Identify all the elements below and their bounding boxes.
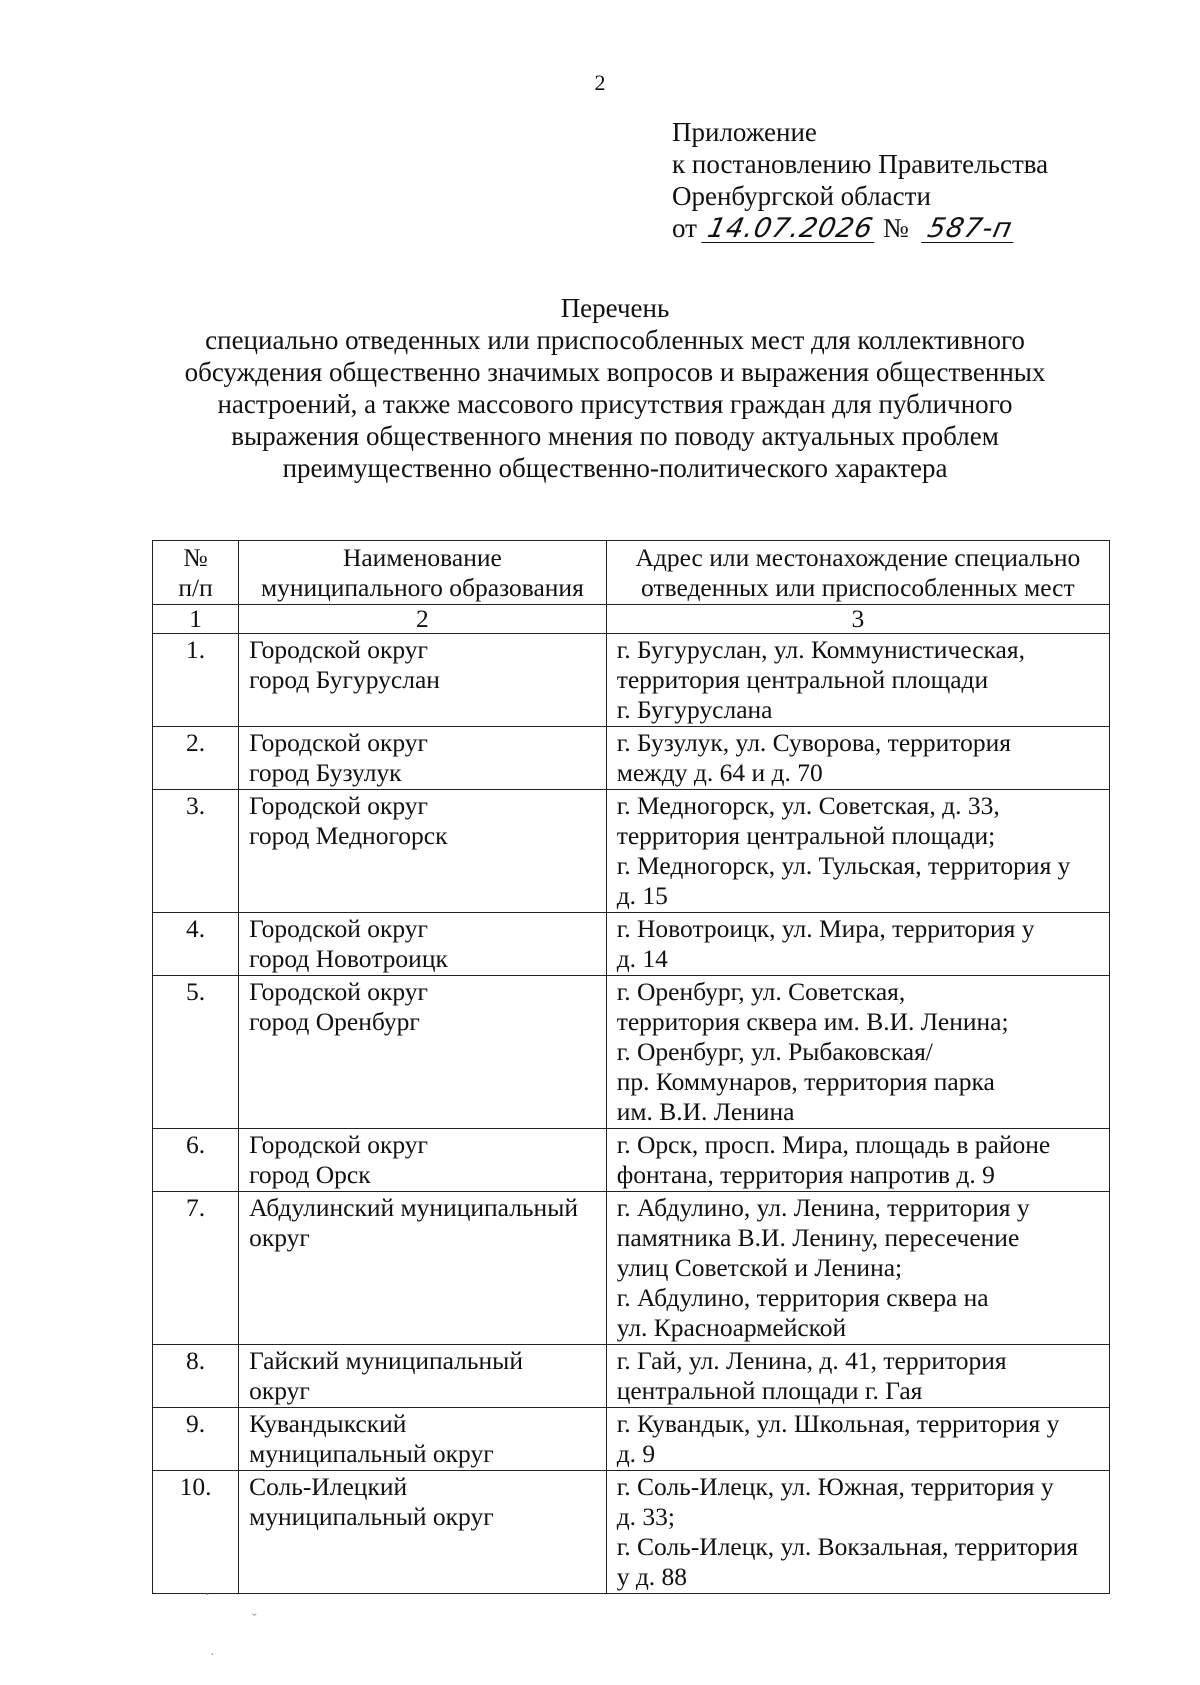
location-address-line: территория центральной площади; — [616, 821, 996, 850]
table-row — [153, 976, 1110, 1129]
header-address — [606, 541, 1109, 605]
scan-speck: · — [210, 1648, 215, 1663]
location-address-line: г. Кувандык, ул. Школьная, территория у — [616, 1409, 1060, 1438]
row-number: 9. — [153, 1408, 239, 1471]
location-address-line: г. Бузулук, ул. Суворова, территория — [616, 728, 1011, 757]
row-number: 10. — [153, 1471, 239, 1594]
document-title — [150, 292, 1080, 484]
location-address — [606, 1408, 1109, 1471]
location-address-line: улиц Советской и Ленина; — [616, 1253, 903, 1282]
location-address-line: фонтана, территория напротив д. 9 — [616, 1160, 995, 1189]
municipality-name — [239, 727, 607, 790]
page-number: 2 — [594, 70, 606, 95]
municipality-name-line: муниципальный округ — [249, 1502, 494, 1531]
municipality-name-line: Кувандыкский — [249, 1409, 407, 1438]
header-address-line: Адрес или местонахождение специально — [635, 543, 1081, 572]
location-address-line: г. Соль-Илецк, ул. Вокзальная, территория — [616, 1532, 1079, 1561]
title-line: специально отведенных или приспособленных мест для коллективного — [205, 325, 1025, 355]
row-number: 4. — [153, 913, 239, 976]
location-address — [606, 976, 1109, 1129]
row-number: 2. — [153, 727, 239, 790]
location-address-line: г. Абдулино, ул. Ленина, территория у — [616, 1193, 1030, 1222]
table-body — [153, 634, 1110, 1594]
location-address-line: г. Бугуруслана — [616, 695, 773, 724]
location-address-line: у д. 88 — [616, 1562, 688, 1591]
location-address — [606, 1129, 1109, 1192]
location-address-line: г. Медногорск, ул. Советская, д. 33, — [616, 791, 1000, 820]
title-heading: Перечень — [560, 293, 670, 323]
title-line: преимущественно общественно-политического характера — [282, 453, 948, 483]
location-address-line: г. Абдулино, территория сквера на — [616, 1283, 989, 1312]
header-name — [239, 541, 607, 605]
municipality-name-line: город Бузулук — [249, 758, 402, 787]
location-address-line: г. Соль-Илецк, ул. Южная, территория у — [616, 1472, 1054, 1501]
location-address-line: центральной площади г. Гая — [616, 1376, 923, 1405]
row-number: 5. — [153, 976, 239, 1129]
row-number: 1. — [153, 634, 239, 727]
appendix-date-line — [672, 212, 1048, 244]
appendix-line-1: Приложение — [672, 117, 817, 147]
location-address-line: г. Медногорск, ул. Тульская, территория у — [616, 851, 1071, 880]
header-num-line: п/п — [178, 573, 213, 602]
municipality-name-line: Гайский муниципальный — [249, 1346, 523, 1375]
table-row — [153, 913, 1110, 976]
municipality-name — [239, 1192, 607, 1345]
municipality-name — [239, 1129, 607, 1192]
municipality-name-line: Абдулинский муниципальный — [249, 1193, 578, 1222]
column-numbers-row — [153, 605, 1110, 634]
municipality-name-line: округ — [249, 1223, 310, 1252]
column-number: 3 — [606, 605, 1109, 634]
municipality-name — [239, 1471, 607, 1594]
table-row — [153, 790, 1110, 913]
table-row — [153, 1408, 1110, 1471]
header-name-line: Наименование — [342, 543, 502, 572]
table-row — [153, 727, 1110, 790]
appendix-line-3: Оренбургской области — [672, 181, 931, 211]
location-address — [606, 1345, 1109, 1408]
number-prefix: № — [883, 213, 909, 243]
location-address-line: территория сквера им. В.И. Ленина; — [616, 1007, 1009, 1036]
column-number: 2 — [239, 605, 607, 634]
location-address-line: г. Новотроицк, ул. Мира, территория у — [616, 914, 1035, 943]
title-line: настроений, а также массового присутствия граждан для публичного — [217, 389, 1013, 419]
table-row — [153, 1192, 1110, 1345]
municipality-name-line: Городской округ — [249, 1130, 429, 1159]
location-address — [606, 790, 1109, 913]
locations-table — [152, 540, 1110, 1594]
location-address-line: г. Оренбург, ул. Советская, — [616, 977, 906, 1006]
municipality-name-line: Городской округ — [249, 728, 429, 757]
scan-speck: · — [205, 1588, 210, 1603]
municipality-name-line: город Орск — [249, 1160, 371, 1189]
header-num — [153, 541, 239, 605]
title-line: выражения общественного мнения по поводу актуальных проблем — [231, 421, 999, 451]
municipality-name — [239, 790, 607, 913]
location-address-line: д. 9 — [616, 1439, 656, 1468]
location-address — [606, 634, 1109, 727]
table-row — [153, 1345, 1110, 1408]
location-address-line: д. 15 — [616, 881, 668, 910]
location-address-line: г. Оренбург, ул. Рыбаковская/ — [616, 1037, 933, 1066]
title-line: обсуждения общественно значимых вопросов и выражения общественных — [184, 357, 1046, 387]
location-address-line: г. Гай, ул. Ленина, д. 41, территория — [616, 1346, 1007, 1375]
municipality-name — [239, 913, 607, 976]
header-name-line: муниципального образования — [260, 573, 584, 602]
appendix-line-2: к постановлению Правительства — [672, 149, 1049, 179]
table-row — [153, 1129, 1110, 1192]
municipality-name — [239, 1345, 607, 1408]
location-address-line: д. 33; — [616, 1502, 675, 1531]
municipality-name — [239, 1408, 607, 1471]
location-address-line: г. Орск, просп. Мира, площадь в районе — [616, 1130, 1051, 1159]
table-row — [153, 634, 1110, 727]
location-address-line: между д. 64 и д. 70 — [616, 758, 823, 787]
table-header-row — [153, 541, 1110, 605]
municipality-name-line: Городской округ — [249, 977, 429, 1006]
municipality-name-line: Городской округ — [249, 635, 429, 664]
municipality-name-line: Соль-Илецкий — [249, 1472, 408, 1501]
location-address — [606, 1192, 1109, 1345]
location-address-line: ул. Красноармейской — [616, 1313, 847, 1342]
location-address — [606, 727, 1109, 790]
municipality-name-line: Городской округ — [249, 914, 429, 943]
table-row — [153, 1471, 1110, 1594]
column-number: 1 — [153, 605, 239, 634]
municipality-name-line: город Новотроицк — [249, 944, 448, 973]
municipality-name-line: округ — [249, 1376, 310, 1405]
municipality-name-line: муниципальный округ — [249, 1439, 494, 1468]
handwritten-number: 587-п — [921, 216, 1019, 243]
row-number: 3. — [153, 790, 239, 913]
municipality-name-line: город Оренбург — [249, 1007, 420, 1036]
location-address — [606, 1471, 1109, 1594]
municipality-name-line: город Медногорск — [249, 821, 448, 850]
location-address-line: д. 14 — [616, 944, 668, 973]
date-prefix: от — [672, 213, 697, 243]
header-address-line: отведенных или приспособленных мест — [641, 573, 1075, 602]
municipality-name — [239, 976, 607, 1129]
appendix-block — [672, 116, 1048, 244]
location-address-line: им. В.И. Ленина — [616, 1097, 795, 1126]
handwritten-date: 14.07.2026 — [701, 216, 879, 243]
location-address — [606, 913, 1109, 976]
location-address-line: пр. Коммунаров, территория парка — [616, 1067, 995, 1096]
row-number: 6. — [153, 1129, 239, 1192]
row-number: 8. — [153, 1345, 239, 1408]
scan-speck: ˇ — [252, 1612, 257, 1627]
header-num-line: № — [183, 543, 208, 572]
municipality-name-line: Городской округ — [249, 791, 429, 820]
location-address-line: г. Бугуруслан, ул. Коммунистическая, — [616, 635, 1025, 664]
municipality-name-line: город Бугуруслан — [249, 665, 440, 694]
row-number: 7. — [153, 1192, 239, 1345]
location-address-line: территория центральной площади — [616, 665, 989, 694]
location-address-line: памятника В.И. Ленину, пересечение — [616, 1223, 1020, 1252]
municipality-name — [239, 634, 607, 727]
